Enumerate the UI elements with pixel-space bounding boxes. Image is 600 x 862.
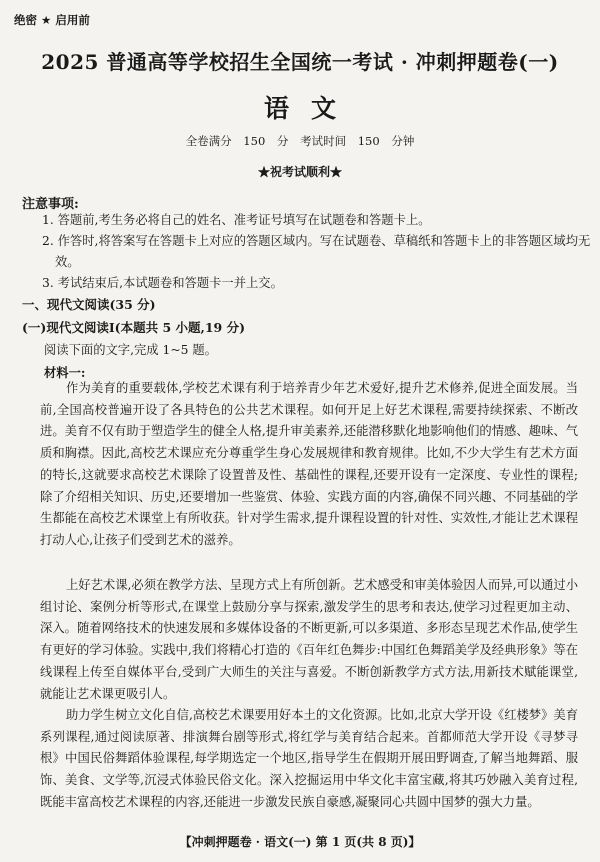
page-footer: 【冲刺押题卷 · 语文(一) 第 1 页(共 8 页)】 — [179, 835, 421, 849]
note-item-1: 1. 答题前,考生务必将自己的姓名、准考证号填写在试题卷和答题卡上。 — [42, 213, 431, 227]
paragraph-2: 上好艺术课,必须在教学方法、呈现方式上有所创新。艺术感受和审美体验因人而异,可以通过小组讨论、案例分析等形式,在课堂上鼓励分享与探索,激发学生的思考和表达,使学习过程更加主动、深入。随着网络技术的快速发展和多媒体设备的不断更新,可以多渠道、多形态呈现艺术作品,使学生有更好的学习体验。实践中,我们将精心打造的《百年红色舞步:中国红色舞蹈美学及经典形象》等在线课程上传至自媒体平台,受到广大师生的关注与喜爱。不断创新教学方式方法,用新技术赋能课堂,就能让艺术课更吸引人。 — [40, 578, 578, 701]
paragraph-3: 助力学生树立文化自信,高校艺术课要用好本土的文化资源。比如,北京大学开设《红楼梦》美育系列课程,通过阅读原著、排演舞台剧等形式,将红学与美育结合起来。首都师范大学开设《寻梦寻根》中国民俗舞蹈体验课程,每学期选定一个地区,指导学生在假期开展田野调查,了解当地舞蹈、服饰、美食、文学等,沉浸式体验民俗文化。深入挖掘运用中华文化丰富宝藏,将其巧妙融入美育过程,既能丰富高校艺术课程的内容,还能进一步激发民族自豪感,凝聚同心共圆中国梦的强大力量。 — [40, 708, 578, 809]
good-luck-line: ★祝考试顺利★ — [257, 165, 342, 179]
note-item-2: 2. 作答时,将答案写在答题卡上对应的答题区域内。写在试题卷、草稿纸和答题卡上的非答题区域均无效。 — [42, 234, 591, 269]
secret-label: 绝密 ★ 启用前 — [14, 13, 90, 27]
subject-title: 语文 — [263, 94, 358, 123]
note-item-3: 3. 考试结束后,本试题卷和答题卡一并上交。 — [42, 276, 283, 290]
material-title: 材料一: — [44, 365, 86, 380]
exam-info: 全卷满分 150 分 考试时间 150 分钟 — [185, 134, 415, 148]
notes-title: 注意事项: — [22, 197, 79, 212]
subsection-title: (一)现代文阅读Ⅰ(本题共 5 小题,19 分) — [22, 320, 246, 335]
reading-instruction: 阅读下面的文字,完成 1~5 题。 — [44, 343, 217, 357]
section-title: 一、现代文阅读(35 分) — [22, 297, 156, 312]
paragraph-1: 作为美育的重要载体,学校艺术课有利于培养青少年艺术爱好,提升艺术修养,促进全面发展。当前,全国高校普遍开设了各具特色的公共艺术课程。如何开足上好艺术课程,需要持续探索、不断改进。美育不仅有助于塑造学生的健全人格,提升审美素养,还能潜移默化地影响他们的情感、趣味、气质和胸襟。因此,高校艺术课应充分尊重学生身心发展规律和教育规律。比如,不少大学生有艺术方面的特长,这就要求高校艺术课除了设置普及性、基础性的课程,还要开设有一定深度、专业性的课程;除了介绍相关知识、历史,还要增加一些鉴赏、体验、实践方面的内容,确保不同兴趣、不同基础的学生都能在高校艺术课堂上有所收获。针对学生需求,提升课程设置的针对性、实效性,才能让艺术课程打动人心,让孩子们受到艺术的滋养。 — [40, 381, 578, 547]
exam-title: 2025 普通高等学校招生全国统一考试 · 冲刺押题卷(一) — [41, 50, 559, 74]
